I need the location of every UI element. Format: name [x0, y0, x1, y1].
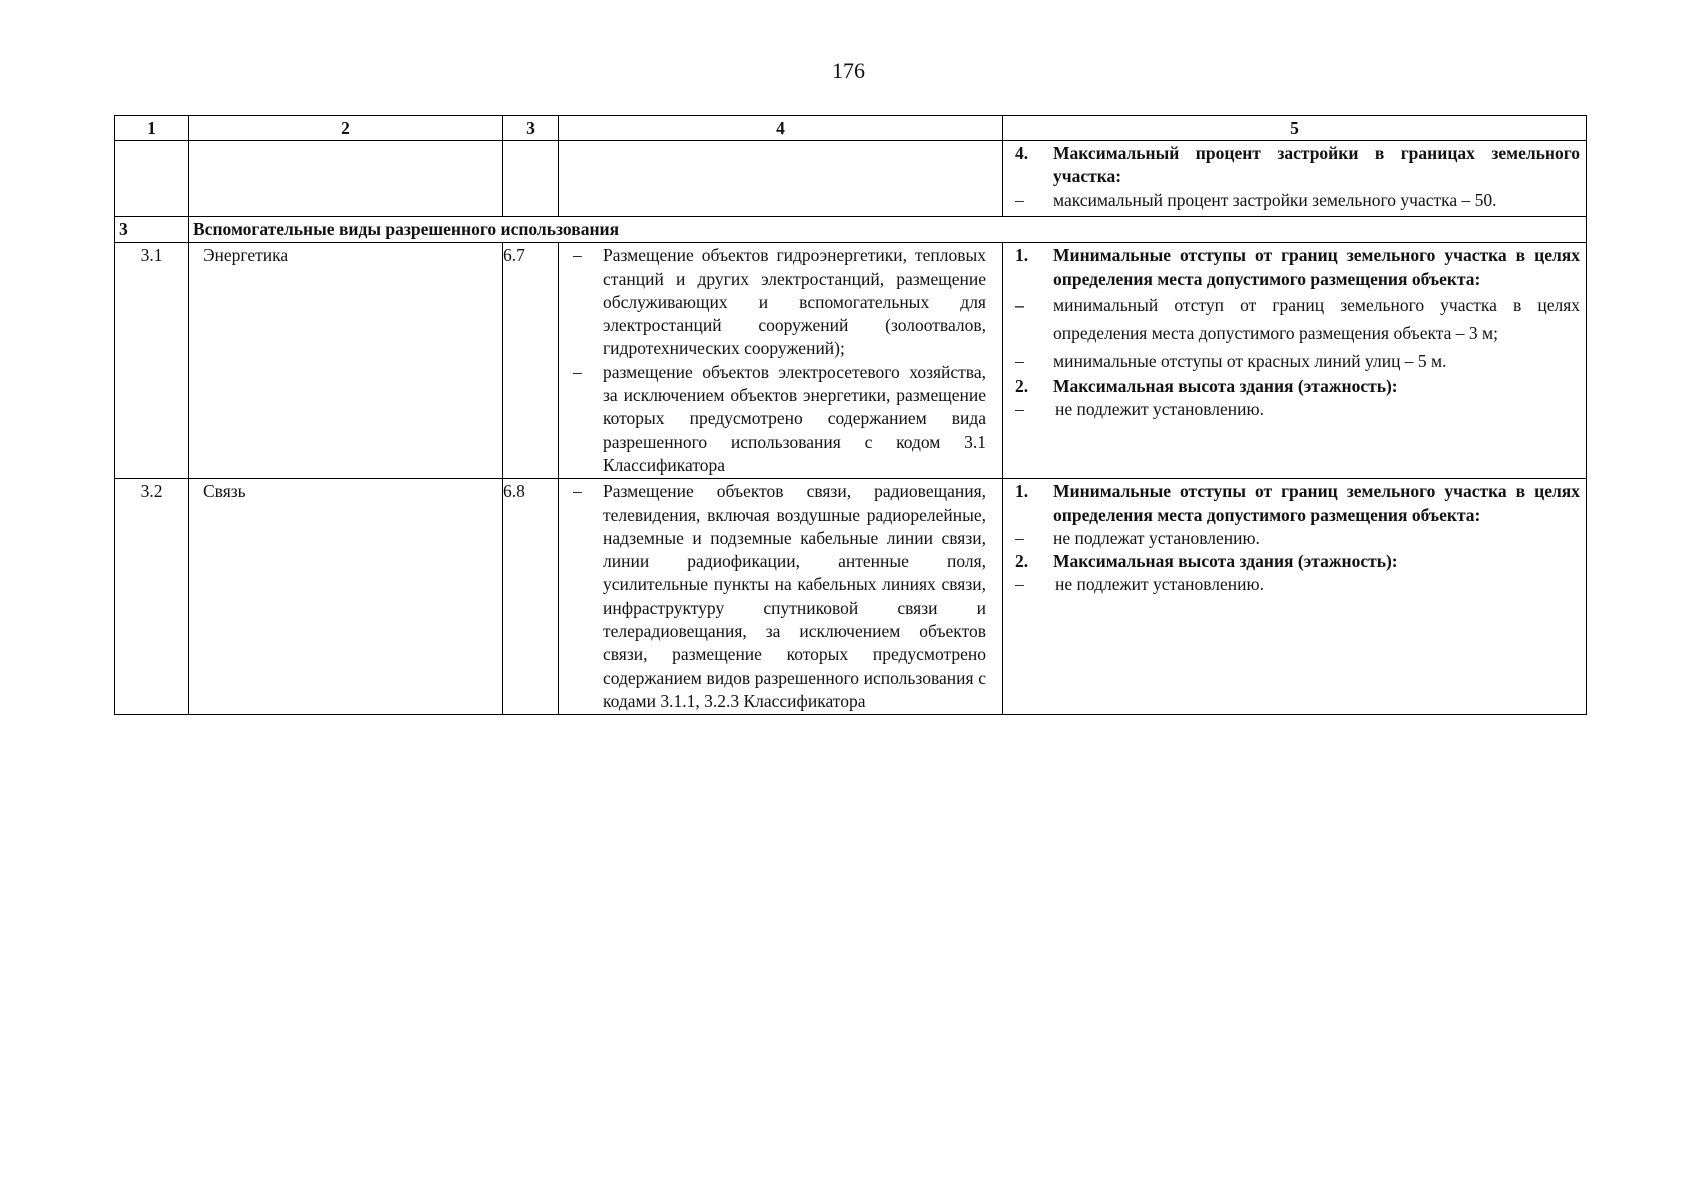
item-marker: 2. [1015, 551, 1029, 572]
dash-marker: – [1015, 527, 1024, 548]
dash-marker: – [1015, 294, 1024, 315]
param-item [1013, 573, 1580, 596]
description-item: – размещение объектов электросетевого хозяйства, за исключением объектов энергетики, размещение которых предусмотрено содержанием вида разрешенного использования с кодом 3.1 Классификатора [563, 361, 986, 477]
item-text: Максимальный процент застройки в границах земельного участка: [1053, 143, 1580, 187]
use-name: Энергетика [189, 243, 503, 479]
param-item [1013, 527, 1580, 550]
use-description [559, 243, 1003, 479]
param-heading [1013, 550, 1580, 573]
section-row [115, 217, 1587, 243]
continuation-row [115, 141, 1587, 217]
param-item [1013, 291, 1580, 347]
row-number: 3.1 [115, 243, 189, 479]
item-text: Минимальные отступы от границ земельного участка в целях определения места допустимого размещения объекта: [1053, 245, 1580, 289]
param-item [1013, 347, 1580, 375]
header-col-5: 5 [1003, 116, 1587, 141]
use-parameters [1003, 243, 1587, 479]
param-heading [1013, 244, 1580, 291]
section-title: Вспомогательные виды разрешенного использования [189, 217, 1587, 243]
param-heading [1013, 480, 1580, 527]
table-row [115, 243, 1587, 479]
description-item: – Размещение объектов гидроэнергетики, тепловых станций и других электростанций, размещение обслуживающих и вспомогательных для электростанций сооружений (золоотвалов, гидротехнических сооружений); [563, 244, 986, 360]
cont-dash-item [1013, 189, 1580, 212]
item-text: не подлежит установлению. [1055, 574, 1264, 595]
item-text: не подлежит установлению. [1055, 399, 1264, 420]
row-number: 3.2 [115, 479, 189, 715]
cont-col-3 [503, 141, 559, 217]
use-code: 6.8 [503, 479, 559, 715]
header-col-4: 4 [559, 116, 1003, 141]
use-parameters [1003, 479, 1587, 715]
table-row [115, 479, 1587, 715]
header-row [115, 116, 1587, 141]
use-name: Связь [189, 479, 503, 715]
use-description [559, 479, 1003, 715]
header-col-2: 2 [189, 116, 503, 141]
item-text: минимальный отступ от границ земельного участка в целях определения места допустимого размещения объекта – 3 м; [1053, 294, 1580, 343]
cont-col-5 [1003, 141, 1587, 217]
item-text: минимальные отступы от красных линий улиц – 5 м. [1053, 350, 1447, 371]
header-col-1: 1 [115, 116, 189, 141]
cont-col-2 [189, 141, 503, 217]
dash-marker: – [1015, 189, 1024, 210]
item-text: Максимальная высота здания (этажность): [1053, 375, 1398, 396]
param-heading [1013, 375, 1580, 398]
item-marker: 4. [1015, 143, 1029, 163]
cont-col-4 [559, 141, 1003, 217]
item-marker: 2. [1015, 375, 1029, 396]
item-text: не подлежат установлению. [1053, 527, 1260, 548]
item-text: Минимальные отступы от границ земельного участка в целях определения места допустимого размещения объекта: [1053, 481, 1580, 525]
header-col-3: 3 [503, 116, 559, 141]
zoning-table [114, 115, 1587, 715]
cont-item-4 [1013, 142, 1580, 189]
page-number: 176 [832, 58, 865, 83]
item-text: Максимальная высота здания (этажность): [1053, 551, 1398, 572]
cont-col-1 [115, 141, 189, 217]
use-code: 6.7 [503, 243, 559, 479]
dash-marker: – [1015, 574, 1024, 595]
dash-marker: – [1015, 399, 1024, 420]
item-text: максимальный процент застройки земельного участка – 50. [1053, 189, 1497, 210]
description-item: – Размещение объектов связи, радиовещания, телевидения, включая воздушные радиорелейные, надземные и подземные кабельные линии связи, линии радиофикации, антенные поля, усилительные пункты на кабельных линиях связи, инфраструктуру спутниковой связи и телерадиовещания, за исключением объектов связи, размещение которых предусмотрено содержанием видов разрешенного использования с кодами 3.1.1, 3.2.3 Классификатора [563, 480, 986, 713]
item-marker: 1. [1015, 245, 1029, 266]
section-number: 3 [115, 217, 189, 243]
item-marker: 1. [1015, 481, 1029, 502]
dash-marker: – [1015, 350, 1024, 371]
param-item [1013, 398, 1580, 421]
